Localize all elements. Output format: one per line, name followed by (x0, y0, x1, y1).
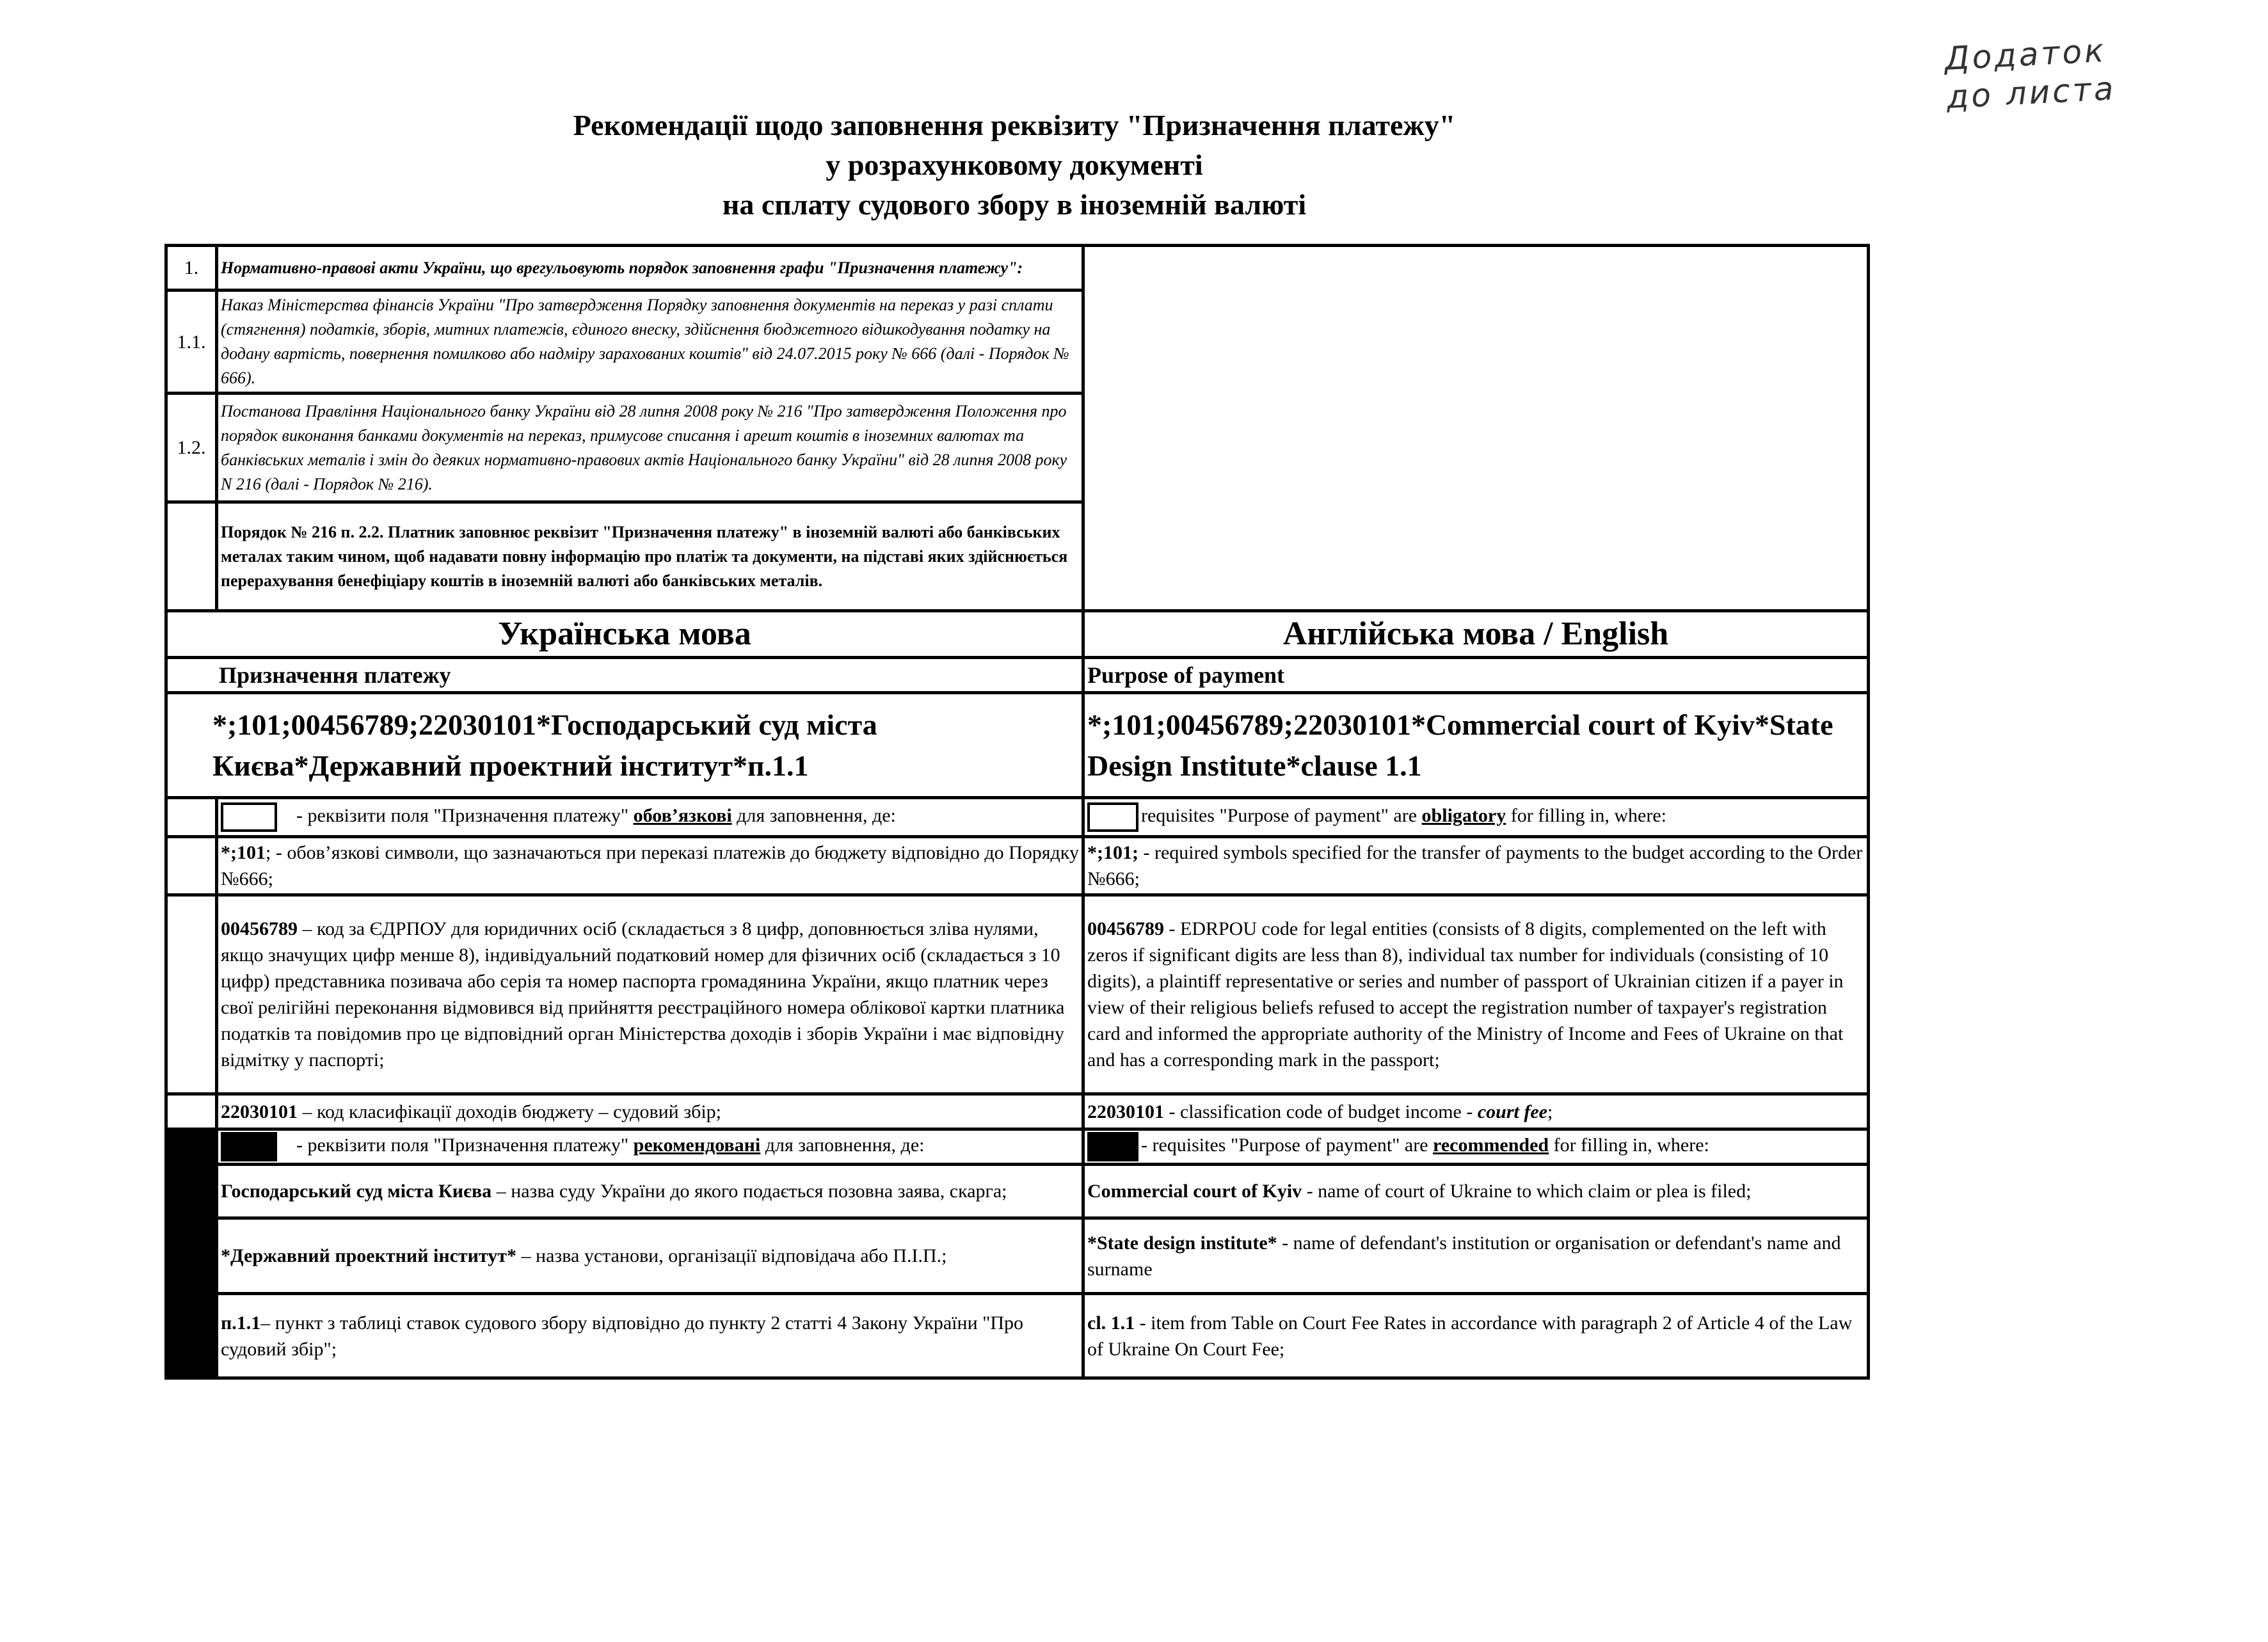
definition: – пункт з таблиці ставок судового збору відповідно до пункту 2 статті 4 Закону України "Про судовий збір"; (221, 1312, 1024, 1360)
purpose-header-uk: Призначення платежу (166, 658, 1083, 693)
term: Господарський суд міста Києва (221, 1181, 492, 1202)
marker-cell (166, 1094, 217, 1129)
term: 00456789 (221, 918, 298, 939)
table-row (166, 246, 1869, 291)
acts-heading: Нормативно-правові акти України, що врегульовують порядок заповнення графи "Призначення платежу": (217, 246, 1083, 291)
marker-cell-filled (166, 1294, 217, 1378)
marker-cell-filled (166, 1218, 217, 1294)
explanation-uk (217, 1218, 1083, 1294)
marker-cell (166, 798, 217, 837)
definition: - name of defendant's institution or organisation or defendant's name and surname (1087, 1232, 1841, 1280)
lang-header-uk: Українська мова (166, 611, 1083, 658)
definition: - classification code of budget income - (1164, 1101, 1478, 1122)
definition-emphasis: court fee (1477, 1101, 1547, 1122)
handwritten-line-1: Додаток (1944, 31, 2107, 77)
table-row (166, 798, 1869, 837)
legend-emphasis: обов’язкові (633, 804, 732, 826)
recommendations-table (164, 244, 1870, 1380)
definition: - required symbols specified for the transfer of payments to the budget according to the Order №666; (1087, 842, 1863, 889)
table-row (166, 1165, 1869, 1218)
filled-box-icon (1087, 1132, 1138, 1161)
legend-text: for filling in, where: (1549, 1135, 1709, 1156)
legend-text: requisites "Purpose of payment" are (1141, 804, 1422, 826)
table-row (166, 1294, 1869, 1378)
lang-header-en: Англійська мова / English (1083, 611, 1869, 658)
definition: - EDRPOU code for legal entities (consists of 8 digits, complemented on the left with zeros if significant digits are less than 8), individual tax number for individuals (consisting of 10 digits), a plaintiff representative or series and number of passport of Ukrainian citizen if a payer in view of their religious beliefs refused to accept the registration number of taxpayer's registration card and informed the appropriate authority of the Ministry of Income and Fees of Ukraine on that and has a corresponding mark in the passport; (1087, 918, 1844, 1071)
explanation-uk (217, 1165, 1083, 1218)
explanation-uk (217, 1294, 1083, 1378)
payment-code-uk: *;101;00456789;22030101*Господарський суд міста Києва*Державний проектний інститут*п.1.1 (166, 693, 1083, 798)
title-line-1: Рекомендації щодо заповнення реквізиту "Призначення платежу" (573, 109, 1456, 141)
term: 00456789 (1087, 918, 1164, 939)
explanation-en (1083, 1165, 1869, 1218)
legend-emphasis: рекомендовані (633, 1135, 761, 1156)
definition: ; (1547, 1101, 1553, 1122)
table-row (166, 693, 1869, 798)
purpose-header-en: Purpose of payment (1083, 658, 1869, 693)
legend-emphasis: recommended (1433, 1135, 1549, 1156)
row-number: 1. (166, 246, 217, 291)
marker-cell-filled (166, 1129, 217, 1165)
term: *State design institute* (1087, 1232, 1277, 1254)
explanation-en (1083, 1294, 1869, 1378)
marker-cell (166, 895, 217, 1094)
filled-box-icon (221, 1132, 277, 1161)
term: 22030101 (1087, 1101, 1164, 1122)
term: *;101; (1087, 842, 1138, 863)
empty-box-icon (1087, 802, 1138, 832)
explanation-en (1083, 1218, 1869, 1294)
legend-text: для заповнення, де: (760, 1135, 925, 1156)
order-216-text: Порядок № 216 п. 2.2. Платник заповнює реквізит "Призначення платежу" в іноземній валюті або банківських металах таким чином, щоб надавати повну інформацію про платіж та документи, на підставі яких здійснюється перерахування бенефіціару коштів в іноземній валюті або банківських металів. (217, 502, 1083, 611)
empty-right-cell (1083, 246, 1869, 611)
table-row (166, 837, 1869, 895)
definition: ; - обов’язкові символи, що зазначаються при переказі платежів до бюджету відповідно до Порядку №666; (221, 842, 1079, 889)
explanation-en (1083, 895, 1869, 1094)
term: *Державний проектний інститут* (221, 1245, 517, 1267)
explanation-uk (217, 1094, 1083, 1129)
title-line-2: у розрахунковому документі (826, 148, 1203, 181)
table-row (166, 1129, 1869, 1165)
recommended-legend-uk (217, 1129, 1083, 1165)
explanation-uk (217, 837, 1083, 895)
act-text: Наказ Міністерства фінансів України "Про затвердження Порядку заповнення документів на переказ у разі сплати (стягнення) податків, зборів, митних платежів, єдиного внеску, здійснення бюджетного відшкодування податку на додану вартість, повернення помилково або надміру зарахованих коштів" від 24.07.2015 року № 666 (далі - Порядок № 666). (217, 291, 1083, 394)
row-number: 1.1. (166, 291, 217, 394)
legend-text: - реквізити поля "Призначення платежу" (296, 1135, 634, 1156)
handwritten-line-2: до листа (1945, 70, 2117, 116)
legend-text: для заповнення, де: (731, 804, 896, 826)
legend-text: - реквізити поля "Призначення платежу" (296, 804, 634, 826)
explanation-en (1083, 1094, 1869, 1129)
explanation-uk (217, 895, 1083, 1094)
handwritten-annotation (1944, 31, 2117, 116)
title-line-3: на сплату судового збору в іноземній валюті (722, 188, 1307, 221)
table-row (166, 895, 1869, 1094)
definition: – код за ЄДРПОУ для юридичних осіб (складається з 8 цифр, доповнюється зліва нулями, якщо значущих цифр менше 8), індивідуальний податковий номер для фізичних осіб (складається з 10 цифр) представника позивача або серія та номер паспорта громадянина України, якщо платник через свої релігійні переконання відмовився від прийняття реєстраційного номера облікової картки платника податків та повідомив про це відповідний орган Міністерства доходів і зборів України і має відповідну відмітку у паспорті; (221, 918, 1065, 1071)
definition: – назва установи, організації відповідача або П.І.П.; (516, 1245, 947, 1267)
legend-text: - requisites "Purpose of payment" are (1141, 1135, 1433, 1156)
table-row (166, 1094, 1869, 1129)
payment-code-en: *;101;00456789;22030101*Commercial court of Kyiv*State Design Institute*clause 1.1 (1083, 693, 1869, 798)
term: cl. 1.1 (1087, 1312, 1135, 1334)
table-row (166, 1218, 1869, 1294)
row-number (166, 502, 217, 611)
document-title (0, 106, 2029, 225)
row-number: 1.2. (166, 394, 217, 502)
term: *;101 (221, 842, 266, 863)
definition: – назва суду України до якого подається позовна заява, скарга; (491, 1181, 1007, 1202)
act-text: Постанова Правління Національного банку України від 28 липня 2008 року № 216 "Про затвердження Положення про порядок виконання банками документів на переказ, примусове списання і арешт коштів в іноземних валютах та банківських металів і змін до деяких нормативно-правових актів Національного банку України" від 28 липня 2008 року N 216 (далі - Порядок № 216). (217, 394, 1083, 502)
definition: – код класифікації доходів бюджету – судовий збір; (298, 1101, 722, 1122)
term: 22030101 (221, 1101, 298, 1122)
marker-cell (166, 837, 217, 895)
table-row (166, 611, 1869, 658)
explanation-en (1083, 837, 1869, 895)
empty-box-icon (221, 802, 277, 832)
legend-emphasis: obligatory (1421, 804, 1506, 826)
term: Commercial court of Kyiv (1087, 1181, 1302, 1202)
obligatory-legend-uk (217, 798, 1083, 837)
recommended-legend-en (1083, 1129, 1869, 1165)
obligatory-legend-en (1083, 798, 1869, 837)
definition: - name of court of Ukraine to which claim or plea is filed; (1302, 1181, 1752, 1202)
term: п.1.1 (221, 1312, 261, 1334)
table-row (166, 658, 1869, 693)
legend-text: for filling in, where: (1506, 804, 1666, 826)
marker-cell-filled (166, 1165, 217, 1218)
definition: - item from Table on Court Fee Rates in accordance with paragraph 2 of Article 4 of the Law of Ukraine On Court Fee; (1087, 1312, 1853, 1360)
